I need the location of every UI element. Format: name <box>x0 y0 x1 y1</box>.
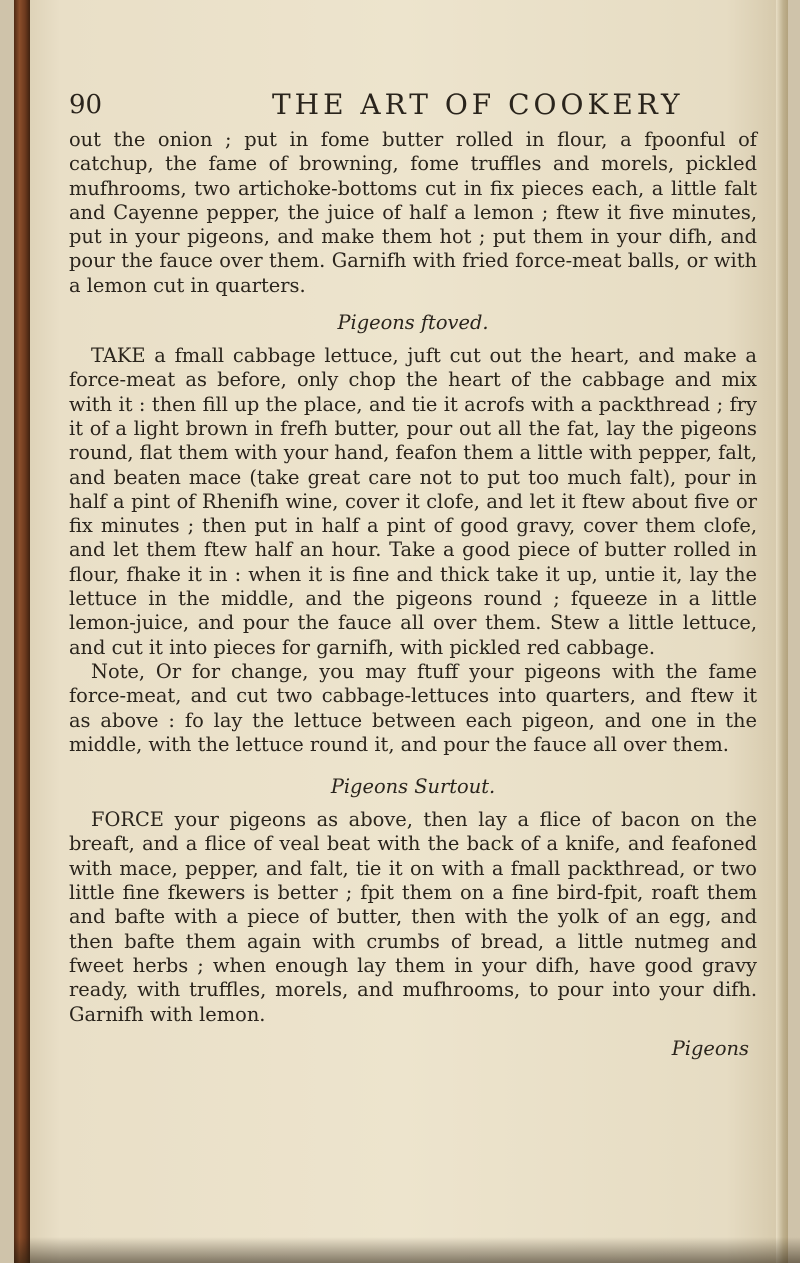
opening-paragraph: out the onion ; put in fome butter rolled in flour, a fpoonful of catchup, the fame of browning, fome truffles and morels, pickled mufhrooms, two artichoke-bottoms cut in fix pieces each, a little falt and Cayenne pepper, the juice of half a lemon ; ftew it five minutes, put in your pigeons, and make them hot ; put them in your difh, and pour the fauce over them. Garnifh with fried force-meat balls, or with a lemon cut in quarters. <box>69 128 757 297</box>
recipe-title-surtout: Pigeons Surtout. <box>330 775 496 799</box>
recipe-paragraph: TAKE a fmall cabbage lettuce, juft cut out the heart, and make a force-meat as before, only chop the heart of the cabbage and mix with it : then fill up the place, and tie it acrofs with a packthread ; fry it of a light brown in frefh butter, pour out all the fat, lay the pigeons round, flat them with your hand, feafon them a little with pepper, falt, and beaten mace (take great care not to put too much falt), pour in half a pint of Rhenifh wine, cover it clofe, and let it ftew about five or fix minutes ; then put in half a pint of good gravy, cover them clofe, and let them ftew half an hour. Take a good piece of butter rolled in flour, fhake it in : when it is fine and thick take it up, untie it, lay the lettuce in the middle, and the pigeons round ; fqueeze in a little lemon-juice, and pour the fauce all over them. Stew a little lettuce, and cut it into pieces for garnifh, with pickled red cabbage. <box>69 344 757 659</box>
book-binding <box>14 0 30 1263</box>
recipe-paragraph: FORCE your pigeons as above, then lay a flice of bacon on the breaft, and a flice of veal beat with the back of a knife, and feafoned with mace, pepper, and falt, tie it on with a fmall packthread, or two little fine fkewers is better ; fpit them on a fine bird-fpit, roaft them and bafte with a piece of butter, then with the yolk of an egg, and then bafte them again with crumbs of bread, a little nutmeg and fweet herbs ; when enough lay them in your difh, have good gravy ready, with truffles, morels, and mufhrooms, to pour into your difh. Garnifh with lemon. <box>69 808 757 1026</box>
running-head: THE ART OF COOKERY <box>272 88 684 121</box>
recipe-title-stoved: Pigeons ftoved. <box>337 311 489 335</box>
page-header <box>69 88 757 128</box>
page-edge <box>776 0 788 1263</box>
recipe-note: Note, Or for change, you may ftuff your pigeons with the fame force-meat, and cut two cabbage-lettuces into quarters, and ftew it as above : fo lay the lettuce between each pigeon, and one in the middle, with the lettuce round it, and pour the fauce all over them. <box>69 659 757 756</box>
page-bottom-shadow <box>14 1237 800 1263</box>
catchword: Pigeons <box>671 1036 749 1060</box>
page-number: 90 <box>69 90 103 120</box>
page-content <box>69 88 757 1060</box>
book-page <box>14 0 788 1263</box>
